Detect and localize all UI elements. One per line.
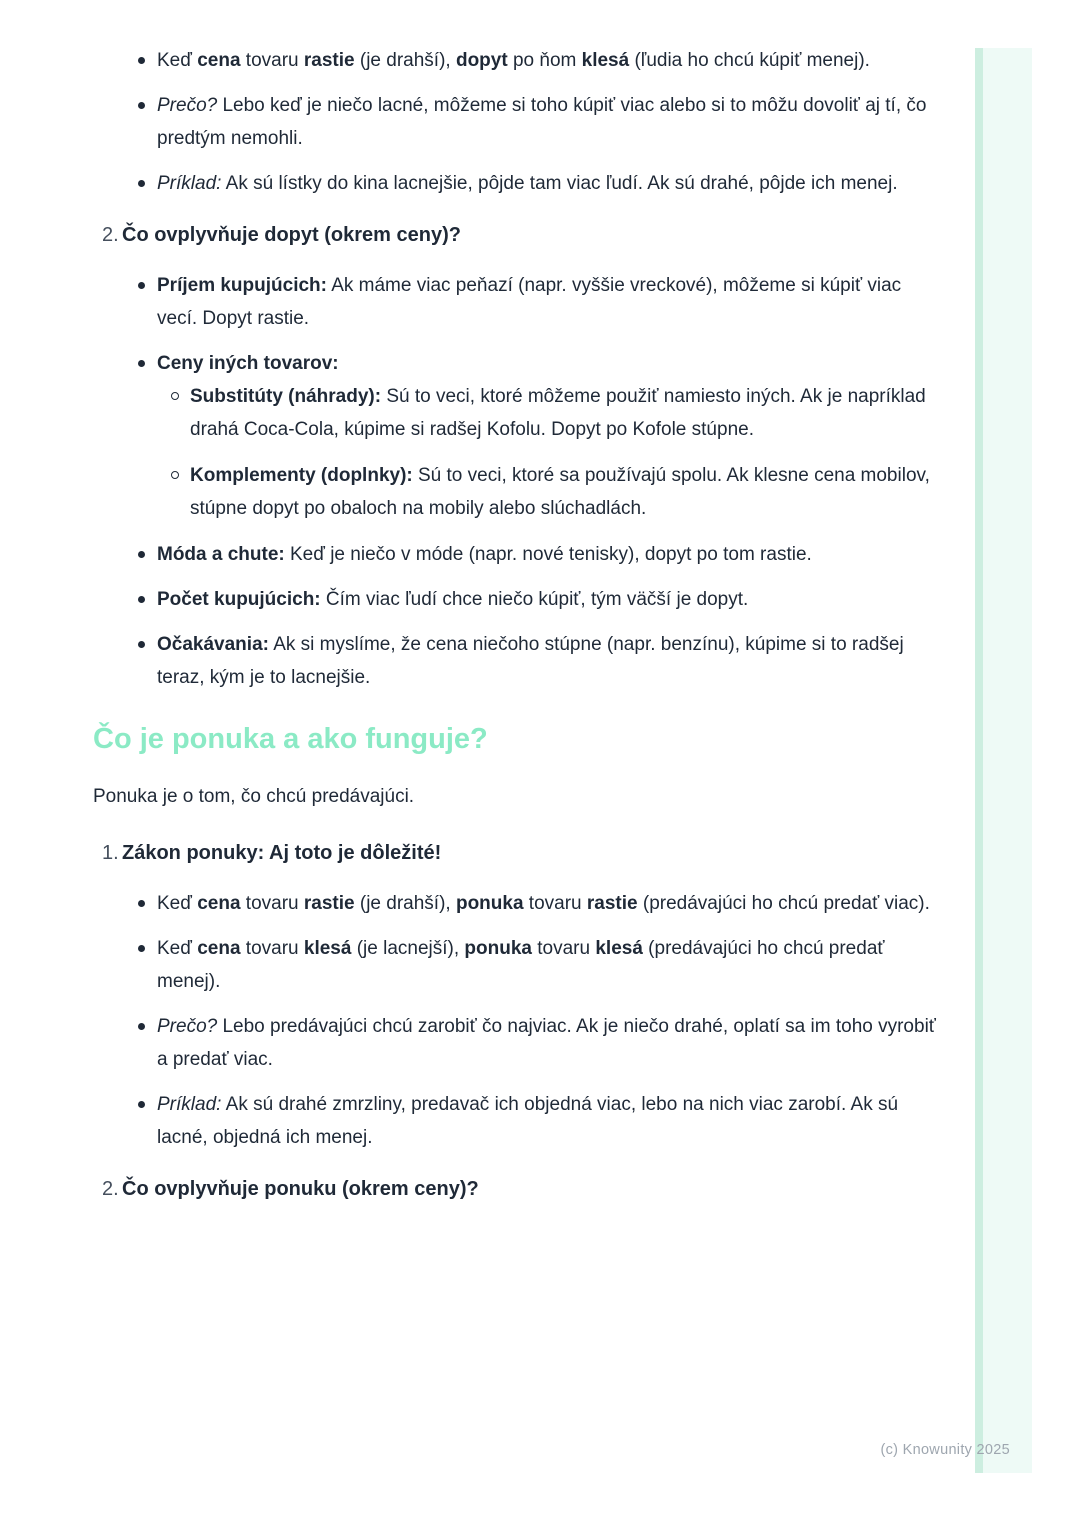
bullet-item	[93, 1010, 943, 1076]
list-number: 1.	[102, 842, 119, 864]
numbered-heading	[93, 1175, 943, 1203]
bullet-disc-icon	[137, 167, 157, 200]
bullet-disc-icon	[137, 887, 157, 920]
bullet-text: Počet kupujúcich: Čím viac ľudí chce niečo kúpiť, tým väčší je dopyt.	[157, 589, 749, 610]
bullet-item	[93, 628, 943, 694]
bullet-disc-icon	[137, 1010, 157, 1076]
bullet-text: Keď cena tovaru rastie (je drahší), ponuka tovaru rastie (predávajúci ho chcú predať viac).	[157, 893, 930, 914]
sub-bullet-item	[93, 380, 943, 446]
bullet-text: Keď cena tovaru klesá (je lacnejší), ponuka tovaru klesá (predávajúci ho chcú predať menej).	[157, 938, 885, 992]
bullet-item	[93, 538, 943, 571]
bullet-text: Príjem kupujúcich: Ak máme viac peňazí (napr. vyššie vreckové), môžeme si kúpiť viac vecí. Dopyt rastie.	[157, 275, 902, 329]
bullet-item	[93, 932, 943, 998]
bullet-disc-icon	[137, 1088, 157, 1154]
bullet-text: Ceny iných tovarov:	[157, 353, 339, 374]
list-number: 2.	[102, 1178, 119, 1200]
bullet-text: Prečo? Lebo keď je niečo lacné, môžeme si toho kúpiť viac alebo si to môžu dovoliť aj tí, čo predtým nemohli.	[157, 95, 927, 149]
right-accent-bar	[975, 48, 1032, 1473]
bullet-text: Prečo? Lebo predávajúci chcú zarobiť čo najviac. Ak je niečo drahé, oplatí sa im toho vyrobiť a predať viac.	[157, 1016, 936, 1070]
bullet-item	[93, 887, 943, 920]
bullet-text: Keď cena tovaru rastie (je drahší), dopyt po ňom klesá (ľudia ho chcú kúpiť menej).	[157, 50, 870, 71]
numbered-heading	[93, 221, 943, 249]
numbered-heading-text: Čo ovplyvňuje dopyt (okrem ceny)?	[122, 224, 461, 246]
section-heading: Čo je ponuka a ako funguje?	[93, 723, 488, 755]
bullet-text: Príklad: Ak sú lístky do kina lacnejšie, pôjde tam viac ľudí. Ak sú drahé, pôjde ich menej.	[157, 173, 898, 194]
bullet-text: Očakávania: Ak si myslíme, že cena niečoho stúpne (napr. benzínu), kúpime si to radšej teraz, kým je to lacnejšie.	[157, 634, 904, 688]
list-number: 2.	[102, 224, 119, 246]
bullet-disc-icon	[137, 269, 157, 335]
bullet-disc-icon	[137, 538, 157, 571]
bullet-text: Móda a chute: Keď je niečo v móde (napr. nové tenisky), dopyt po tom rastie.	[157, 544, 812, 565]
bullet-item	[93, 1088, 943, 1154]
bullet-disc-icon	[137, 932, 157, 998]
bullet-text: Príklad: Ak sú drahé zmrzliny, predavač ich objedná viac, lebo na nich viac zarobí. Ak sú lacné, objedná ich menej.	[157, 1094, 899, 1148]
numbered-heading-text: Zákon ponuky: Aj toto je dôležité!	[122, 842, 442, 864]
bullet-disc-icon	[137, 347, 157, 380]
bullet-item	[93, 347, 943, 380]
bullet-item	[93, 167, 943, 200]
bullet-text: Komplementy (doplnky): Sú to veci, ktoré sa používajú spolu. Ak klesne cena mobilov, stúpne dopyt po obaloch na mobily alebo slúchadlách.	[190, 465, 930, 519]
bullet-item	[93, 89, 943, 155]
document-body	[93, 44, 943, 1223]
bullet-item	[93, 269, 943, 335]
bullet-disc-icon	[137, 628, 157, 694]
paragraph: Ponuka je o tom, čo chcú predávajúci.	[93, 786, 415, 807]
bullet-disc-icon	[137, 89, 157, 155]
bullet-disc-icon	[137, 583, 157, 616]
bullet-circle-icon	[170, 459, 190, 525]
sub-bullet-item	[93, 459, 943, 525]
copyright-footer: (c) Knowunity 2025	[880, 1442, 1010, 1458]
bullet-disc-icon	[137, 44, 157, 77]
bullet-item	[93, 44, 943, 77]
bullet-circle-icon	[170, 380, 190, 446]
numbered-heading-text: Čo ovplyvňuje ponuku (okrem ceny)?	[122, 1178, 479, 1200]
bullet-text: Substitúty (náhrady): Sú to veci, ktoré môžeme použiť namiesto iných. Ak je napríklad drahá Coca-Cola, kúpime si radšej Kofolu. Dopyt po Kofole stúpne.	[190, 386, 926, 440]
numbered-heading	[93, 839, 943, 867]
bullet-item	[93, 583, 943, 616]
